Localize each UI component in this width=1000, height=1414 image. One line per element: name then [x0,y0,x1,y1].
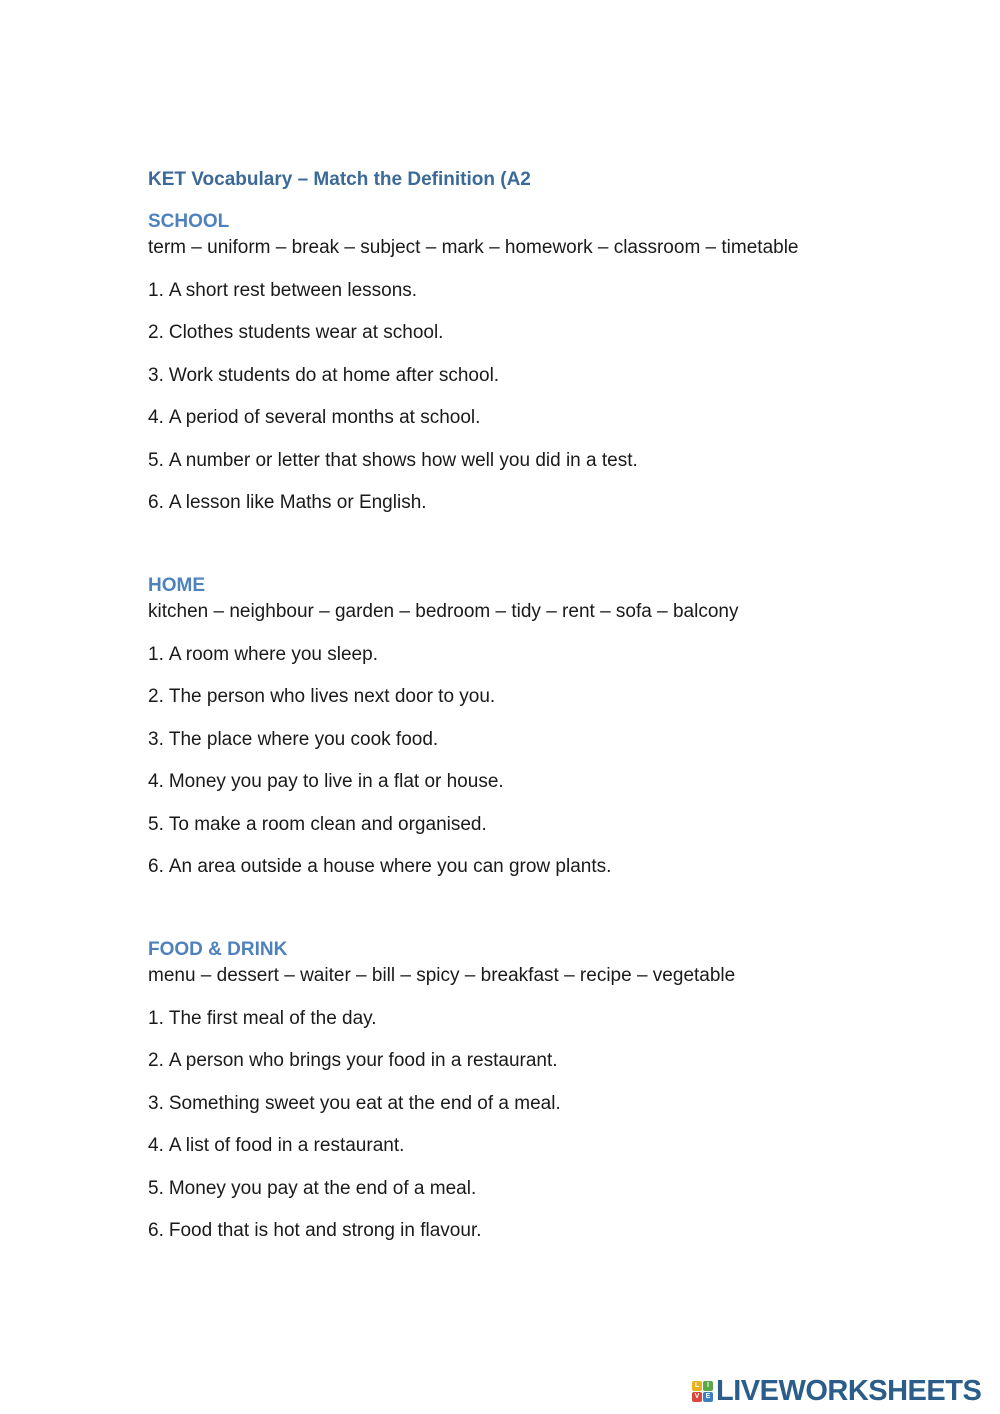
definition-number: 4. [148,407,164,428]
definition-item [148,448,948,474]
definition-text: A lesson like Maths or English. [168,492,427,513]
definition-text: Something sweet you eat at the end of a meal. [168,1092,561,1114]
definition-item [148,490,948,516]
definition-number: 6. [148,1220,164,1241]
definition-text: Work students do at home after school. [168,364,500,386]
definition-number: 4. [148,1135,164,1156]
definition-number: 4. [148,771,164,792]
definition-list [148,278,948,517]
logo-mark-tile: E [703,1392,713,1402]
definition-item [148,320,948,346]
section-school [148,209,948,533]
definition-text: A short rest between lessons. [168,279,418,301]
word-bank: term – uniform – break – subject – mark – homework – classroom – timetable [148,237,799,258]
definition-number: 3. [148,728,164,750]
definition-item [148,1133,948,1159]
definition-item [148,1006,948,1032]
definition-text: To make a room clean and organised. [168,813,487,835]
definition-item [148,278,948,304]
section-home [148,573,948,897]
definition-number: 1. [148,279,164,301]
logo-text: LIVEWORKSHEETS [716,1374,982,1407]
definition-item [148,1176,948,1202]
worksheet-title: KET Vocabulary – Match the Definition (A2 [148,169,531,190]
definition-item [148,1048,948,1074]
definition-text: The first meal of the day. [168,1007,377,1029]
definition-list [148,642,948,881]
definition-number: 3. [148,1092,164,1114]
definition-item [148,405,948,431]
definition-number: 2. [148,322,164,343]
definition-item [148,769,948,795]
definition-text: The place where you cook food. [168,728,439,750]
definition-text: Clothes students wear at school. [168,322,444,343]
definition-item [148,1218,948,1244]
definition-number: 5. [148,1177,164,1199]
definition-number: 1. [148,1007,164,1029]
section-food-drink [148,937,948,1261]
logo-mark-tile: L [692,1381,702,1391]
definition-text: A period of several months at school. [168,407,481,428]
section-heading: SCHOOL [148,211,230,232]
definition-text: A person who brings your food in a restaurant. [168,1050,558,1071]
definition-text: Money you pay to live in a flat or house. [168,771,504,792]
logo-mark-icon [692,1381,713,1402]
definition-number: 5. [148,449,164,471]
definition-text: A room where you sleep. [168,643,378,665]
definition-text: An area outside a house where you can grow plants. [168,856,612,877]
definition-number: 3. [148,364,164,386]
word-bank: menu – dessert – waiter – bill – spicy – breakfast – recipe – vegetable [148,965,736,986]
liveworksheets-logo[interactable] [692,1374,981,1408]
definition-number: 6. [148,492,164,513]
section-heading: FOOD & DRINK [148,939,288,960]
definition-item [148,642,948,668]
definition-item [148,727,948,753]
word-bank: kitchen – neighbour – garden – bedroom – tidy – rent – sofa – balcony [148,601,739,622]
definition-number: 5. [148,813,164,835]
definition-item [148,854,948,880]
logo-mark-tile: I [703,1381,713,1391]
definition-item [148,1091,948,1117]
definition-list [148,1006,948,1245]
logo-mark-tile: V [692,1392,702,1402]
definition-item [148,684,948,710]
definition-item [148,812,948,838]
definition-number: 2. [148,686,164,707]
definition-text: A list of food in a restaurant. [168,1135,405,1156]
definition-text: The person who lives next door to you. [168,686,496,707]
definition-number: 6. [148,856,164,877]
definition-number: 2. [148,1050,164,1071]
section-heading: HOME [148,575,205,596]
definition-item [148,363,948,389]
definition-text: A number or letter that shows how well you did in a test. [168,449,638,471]
definition-number: 1. [148,643,164,665]
definition-text: Money you pay at the end of a meal. [168,1177,477,1199]
definition-text: Food that is hot and strong in flavour. [168,1220,482,1241]
